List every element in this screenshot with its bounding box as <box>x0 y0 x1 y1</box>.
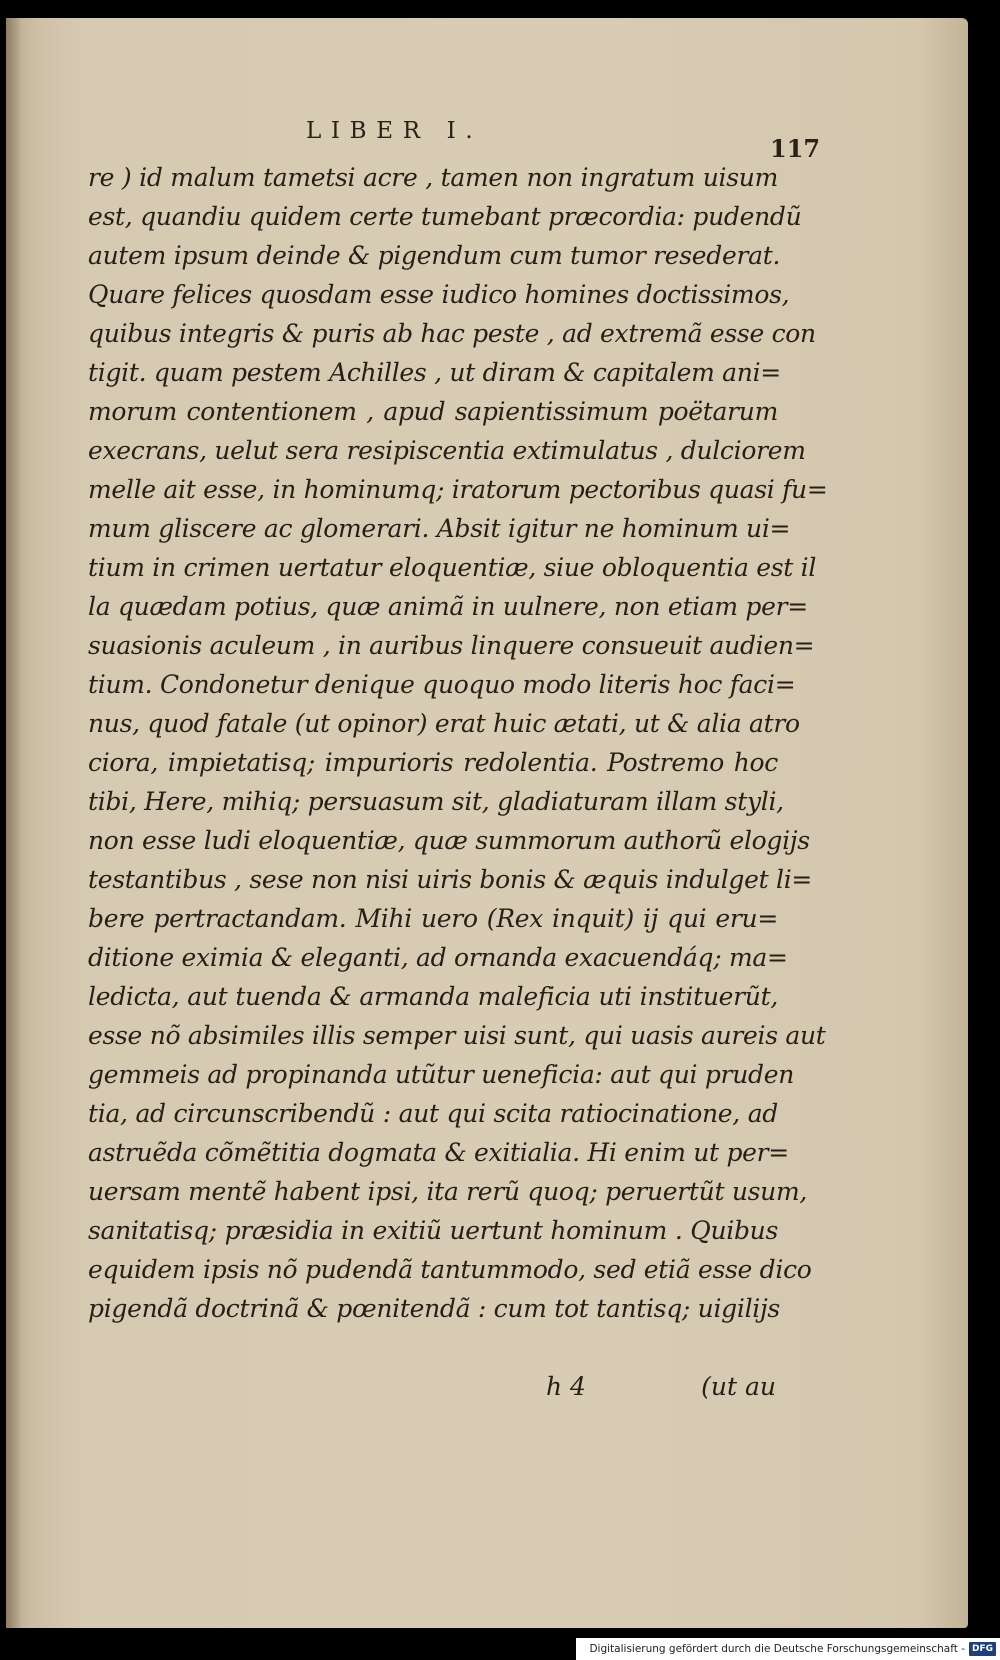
catchword: (ut au <box>701 1372 776 1401</box>
text-line: bere pertractandam. Mihi uero (Rex inquit) ij qui eru= <box>88 904 778 933</box>
text-line: autem ipsum deinde & pigendum cum tumor resederat. <box>88 241 781 270</box>
text-line: la quædam potius, quæ animã in uulnere, non etiam per= <box>88 592 808 621</box>
text-line: execrans, uelut sera resipiscentia extimulatus , dulciorem <box>88 436 806 465</box>
text-line: pigendã doctrinã & pœnitendã : cum tot tantisq; uigilijs <box>88 1294 780 1323</box>
body-text <box>88 158 828 1328</box>
text-line: quibus integris & puris ab hac peste , ad extremã esse con <box>88 319 816 348</box>
text-line: nus, quod fatale (ut opinor) erat huic ætati, ut & alia atro <box>88 709 800 738</box>
text-line: tium. Condonetur denique quoquo modo literis hoc faci= <box>88 670 796 699</box>
text-line: ledicta, aut tuenda & armanda maleficia uti instituerũt, <box>88 982 778 1011</box>
running-head: LIBER I. <box>306 118 483 144</box>
text-line: testantibus , sese non nisi uiris bonis & æquis indulget li= <box>88 865 813 894</box>
text-line: ciora, impietatisq; impurioris redolentia. Postremo hoc <box>88 748 778 777</box>
footer-credit: Digitalisierung gefördert durch die Deutsche Forschungsgemeinschaft - <box>589 1643 965 1655</box>
text-line: suasionis aculeum , in auribus linquere consueuit audien= <box>88 631 815 660</box>
signature-mark: h 4 <box>546 1372 586 1401</box>
text-line: tia, ad circunscribendũ : aut qui scita ratiocinatione, ad <box>88 1099 778 1128</box>
text-line: est, quandiu quidem certe tumebant præcordia: pudendũ <box>88 202 802 231</box>
dfg-logo: DFG <box>969 1642 996 1656</box>
text-line: melle ait esse, in hominumq; iratorum pectoribus quasi fu= <box>88 475 828 504</box>
text-line: uersam mentẽ habent ipsi, ita rerũ quoq; peruertũt usum, <box>88 1177 808 1206</box>
text-line: equidem ipsis nõ pudendã tantummodo, sed etiã esse dico <box>88 1255 812 1284</box>
digitization-footer <box>576 1638 1000 1660</box>
text-line: ditione eximia & eleganti, ad ornanda exacuendáq; ma= <box>88 943 788 972</box>
text-line: esse nõ absimiles illis semper uisi sunt, qui uasis aureis aut <box>88 1021 826 1050</box>
text-line: gemmeis ad propinanda utũtur ueneficia: aut qui pruden <box>88 1060 795 1089</box>
text-line: mum gliscere ac glomerari. Absit igitur ne hominum ui= <box>88 514 791 543</box>
text-line: tium in crimen uertatur eloquentiæ, siue obloquentia est il <box>88 553 817 582</box>
text-line: tibi, Here, mihiq; persuasum sit, gladiaturam illam styli, <box>88 787 784 816</box>
text-line: astruẽda cõmẽtitia dogmata & exitialia. Hi enim ut per= <box>88 1138 789 1167</box>
book-page <box>6 18 968 1628</box>
text-line: sanitatisq; præsidia in exitiũ uertunt hominum . Quibus <box>88 1216 778 1245</box>
text-line: non esse ludi eloquentiæ, quæ summorum authorũ elogijs <box>88 826 810 855</box>
page-number: 117 <box>770 134 821 163</box>
text-line: re ) id malum tametsi acre , tamen non ingratum uisum <box>88 163 778 192</box>
text-line: morum contentionem , apud sapientissimum poëtarum <box>88 397 778 426</box>
text-line: Quare felices quosdam esse iudico homines doctissimos, <box>88 280 790 309</box>
text-line: tigit. quam pestem Achilles , ut diram & capitalem ani= <box>88 358 781 387</box>
catchword-line <box>546 1372 776 1401</box>
